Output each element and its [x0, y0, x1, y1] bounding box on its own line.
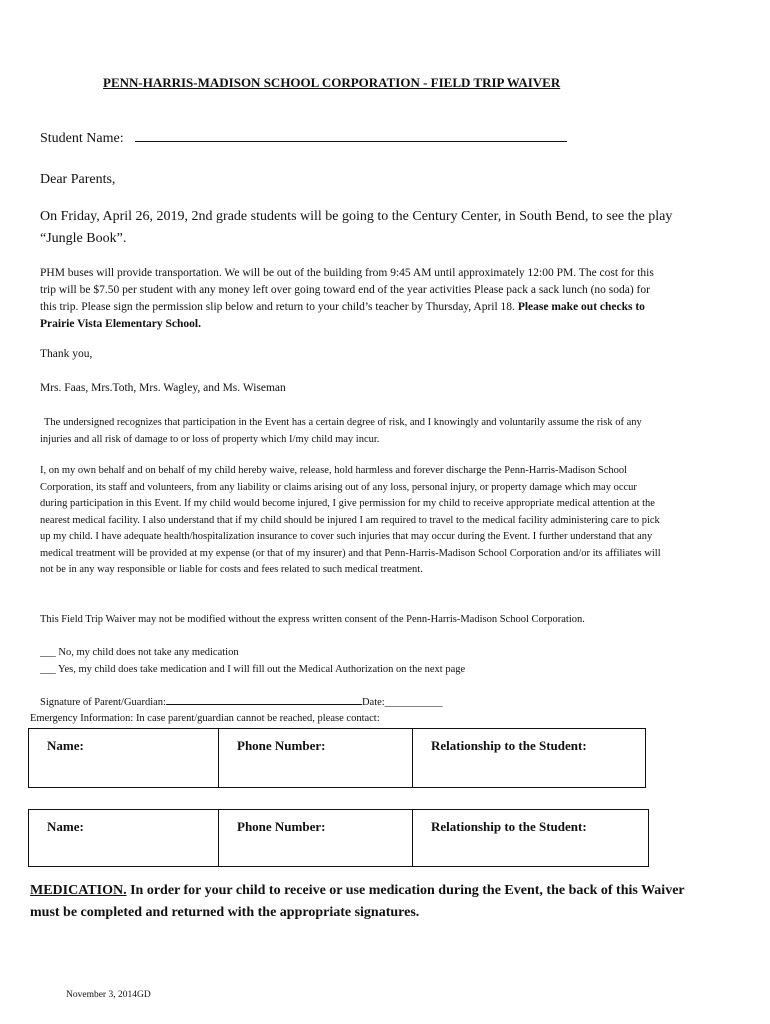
medication-option-no[interactable]: ___ No, my child does not take any medication: [40, 647, 239, 658]
contact-phone-cell[interactable]: [219, 810, 413, 867]
thanks-text: Thank you,: [40, 348, 93, 360]
signers-text: Mrs. Faas, Mrs.Toth, Mrs. Wagley, and Ms. Wiseman: [40, 382, 286, 394]
waiver-paragraph: I, on my own behalf and on behalf of my child hereby waive, release, hold harmless and forever discharge the Penn-Harris-Madison School Corporation, its staff and volunteers, from any liability or claims arising out of any loss, personal injury, or property damage which may occur during participation in this Event. If my child would become injured, I give permission for my child to receive appropriate medical attention at the nearest medical facility. I also understand that if my child should be injured I am required to travel to the medical facility administering care to pick up my child. I have adequate health/hospitalization insurance to cover such injuries that may occur during the Event. I further understand that any medical treatment will be provided at my expense (or that of my insurer) and that Penn-Harris-Madison School Corporation and/or its affiliates will not be in any way responsible or liable for costs and fees related to such medical treatment.: [40, 465, 661, 575]
contact-phone-label: Phone Number:: [237, 819, 326, 834]
student-name-blank[interactable]: [135, 129, 567, 142]
contact-relationship-label: Relationship to the Student:: [431, 738, 587, 753]
contact-relationship-cell[interactable]: [413, 810, 649, 867]
emergency-label: Emergency Information: In case parent/guardian cannot be reached, please contact:: [30, 713, 380, 724]
contact-name-label: Name:: [47, 738, 84, 753]
contact-table-2: [28, 809, 649, 867]
medication-option-yes[interactable]: ___ Yes, my child does take medication and I will fill out the Medical Authorization on the next page: [40, 664, 466, 675]
contact-phone-label: Phone Number:: [237, 738, 326, 753]
signature-blank[interactable]: [166, 694, 362, 705]
page-title: PENN-HARRIS-MADISON SCHOOL CORPORATION - FIELD TRIP WAIVER: [103, 75, 561, 90]
student-name-label: Student Name:: [40, 131, 124, 146]
signature-row: [40, 694, 442, 712]
date-label: Date:: [361, 697, 385, 708]
signature-label: Signature of Parent/Guardian:: [40, 697, 166, 708]
contact-phone-cell[interactable]: [219, 729, 413, 788]
medication-notice: [30, 880, 710, 924]
contact-name-cell[interactable]: [29, 810, 219, 867]
student-name-row: [40, 128, 567, 150]
risk-paragraph: The undersigned recognizes that participation in the Event has a certain degree of risk, and I knowingly and voluntarily assume the risk of any injuries and all risk of damage to or loss of property which I/my child may incur.: [40, 417, 642, 445]
modify-note: This Field Trip Waiver may not be modified without the express written consent of the Penn-Harris-Madison School Corporation.: [40, 614, 585, 625]
contact-table-1: [28, 728, 646, 788]
details-bold-text: Please make out checks to Prairie Vista Elementary School.: [40, 301, 645, 330]
intro-paragraph: On Friday, April 26, 2019, 2nd grade students will be going to the Century Center, in South Bend, to see the play “Jungle Book”.: [40, 209, 673, 246]
contact-relationship-label: Relationship to the Student:: [431, 819, 587, 834]
details-paragraph: [40, 265, 665, 333]
footer-date: November 3, 2014GD: [66, 990, 151, 1000]
medication-notice-label: MEDICATION.: [30, 883, 127, 898]
date-blank[interactable]: ___________: [384, 697, 443, 708]
contact-name-label: Name:: [47, 819, 84, 834]
greeting: Dear Parents,: [40, 172, 116, 187]
contact-name-cell[interactable]: [29, 729, 219, 788]
contact-relationship-cell[interactable]: [413, 729, 646, 788]
details-text: PHM buses will provide transportation. We will be out of the building from 9:45 AM until approximately 12:00 PM. The cost for this trip will be $7.50 per student with any money left over going toward end of the year activities Please pack a sack lunch (no soda) for this trip. Please sign the permission slip below and return to your child’s teacher by Thursday, April 18.: [40, 267, 654, 313]
medication-notice-text: In order for your child to receive or use medication during the Event, the back of this Waiver must be completed and returned with the appropriate signatures.: [30, 883, 685, 920]
